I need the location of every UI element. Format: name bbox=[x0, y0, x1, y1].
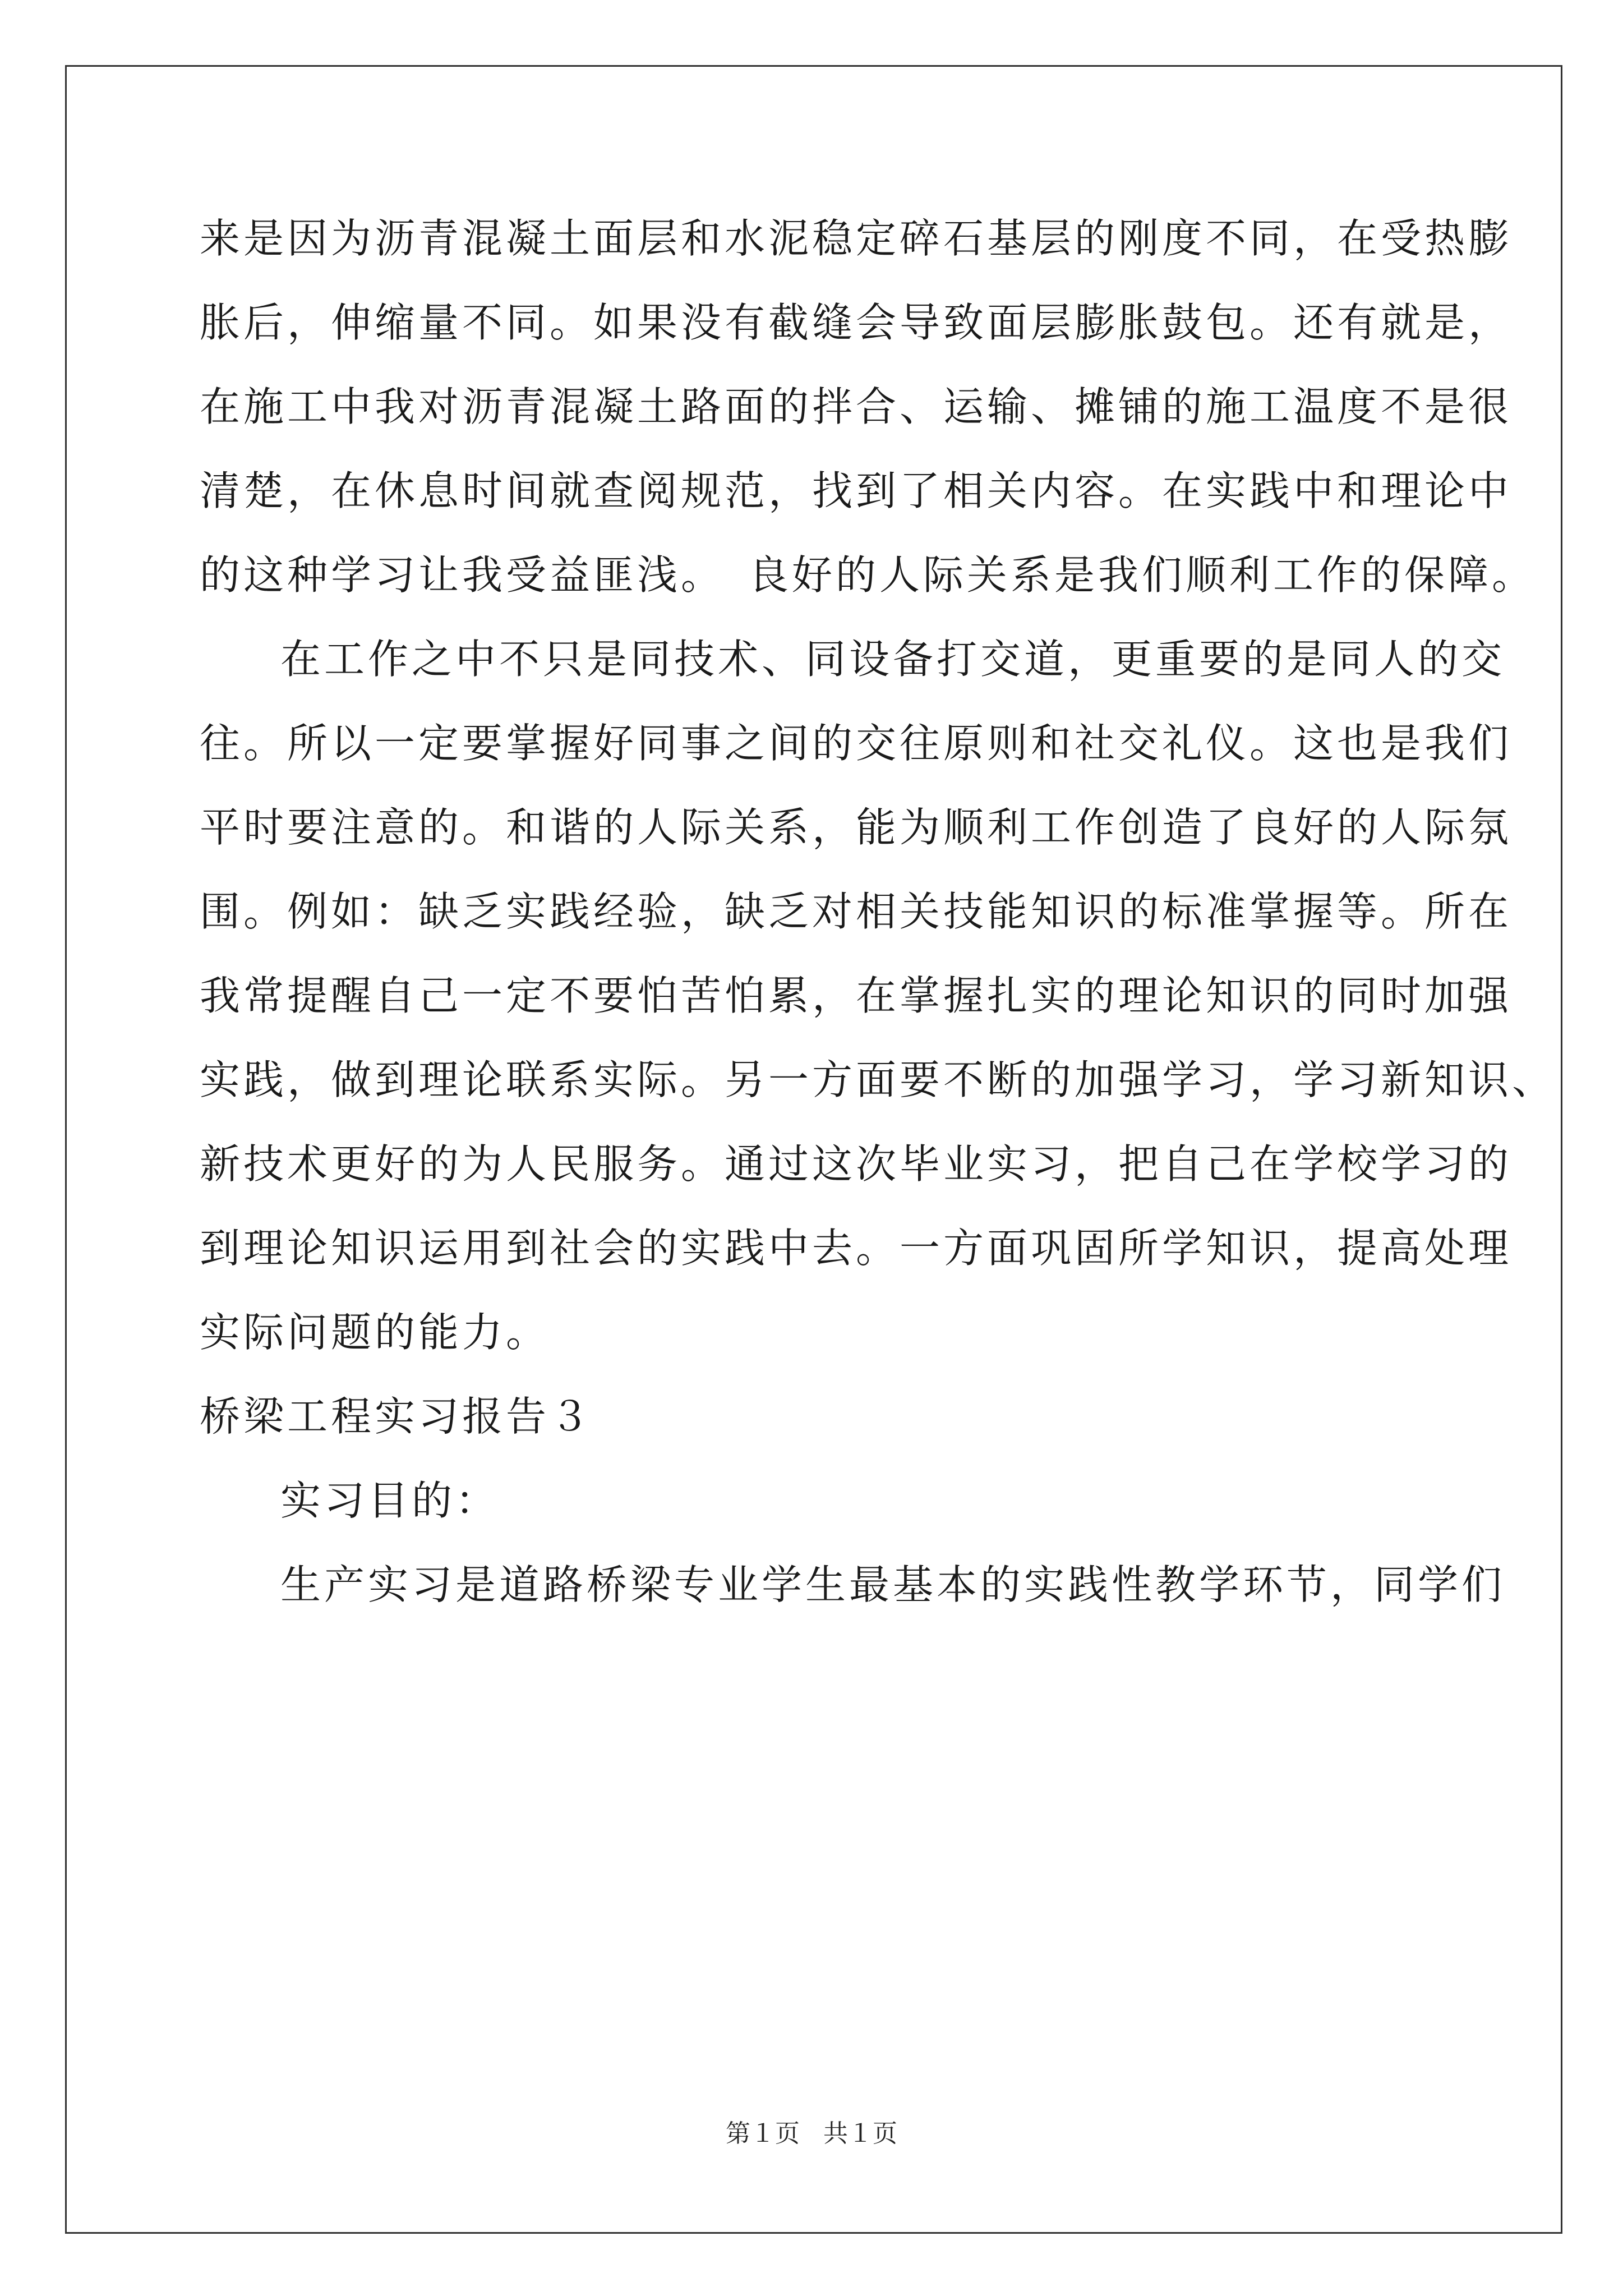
body-line: 在施工中我对沥青混凝土路面的拌合、运输、摊铺的施工温度不是很 bbox=[200, 383, 1513, 430]
body-line: 实习目的： bbox=[280, 1477, 500, 1524]
body-line: 围。例如：缺乏实践经验，缺乏对相关技能知识的标准掌握等。所在 bbox=[200, 888, 1513, 935]
section-heading: 桥梁工程实习报告３ bbox=[200, 1393, 594, 1440]
body-line: 实际问题的能力。 bbox=[200, 1309, 550, 1356]
page-footer bbox=[0, 2118, 1623, 2150]
body-line: 平时要注意的。和谐的人际关系，能为顺利工作创造了良好的人际氛 bbox=[200, 804, 1513, 851]
body-line: 实践，做到理论联系实际。另一方面要不断的加强学习，学习新知识、 bbox=[200, 1056, 1556, 1103]
body-line: 生产实习是道路桥梁专业学生最基本的实践性教学环节，同学们 bbox=[280, 1561, 1506, 1608]
body-line: 在工作之中不只是同技术、同设备打交道，更重要的是同人的交 bbox=[280, 636, 1506, 683]
body-line: 到理论知识运用到社会的实践中去。一方面巩固所学知识，提高处理 bbox=[200, 1225, 1513, 1272]
body-line: 来是因为沥青混凝土面层和水泥稳定碎石基层的刚度不同，在受热膨 bbox=[200, 215, 1513, 262]
body-line: 往。所以一定要掌握好同事之间的交往原则和社交礼仪。这也是我们 bbox=[200, 720, 1513, 767]
body-line: 清楚，在休息时间就查阅规范，找到了相关内容。在实践中和理论中 bbox=[200, 467, 1513, 514]
body-line: 我常提醒自己一定不要怕苦怕累，在掌握扎实的理论知识的同时加强 bbox=[200, 972, 1513, 1019]
body-line: 新技术更好的为人民服务。通过这次毕业实习，把自己在学校学习的 bbox=[200, 1140, 1513, 1188]
page-total: 共１页 bbox=[823, 2119, 897, 2148]
body-line: 胀后，伸缩量不同。如果没有截缝会导致面层膨胀鼓包。还有就是， bbox=[200, 299, 1513, 346]
page-current: 第１页 bbox=[726, 2119, 800, 2148]
body-line: 的这种学习让我受益匪浅。 良好的人际关系是我们顺利工作的保障。 bbox=[200, 551, 1536, 599]
